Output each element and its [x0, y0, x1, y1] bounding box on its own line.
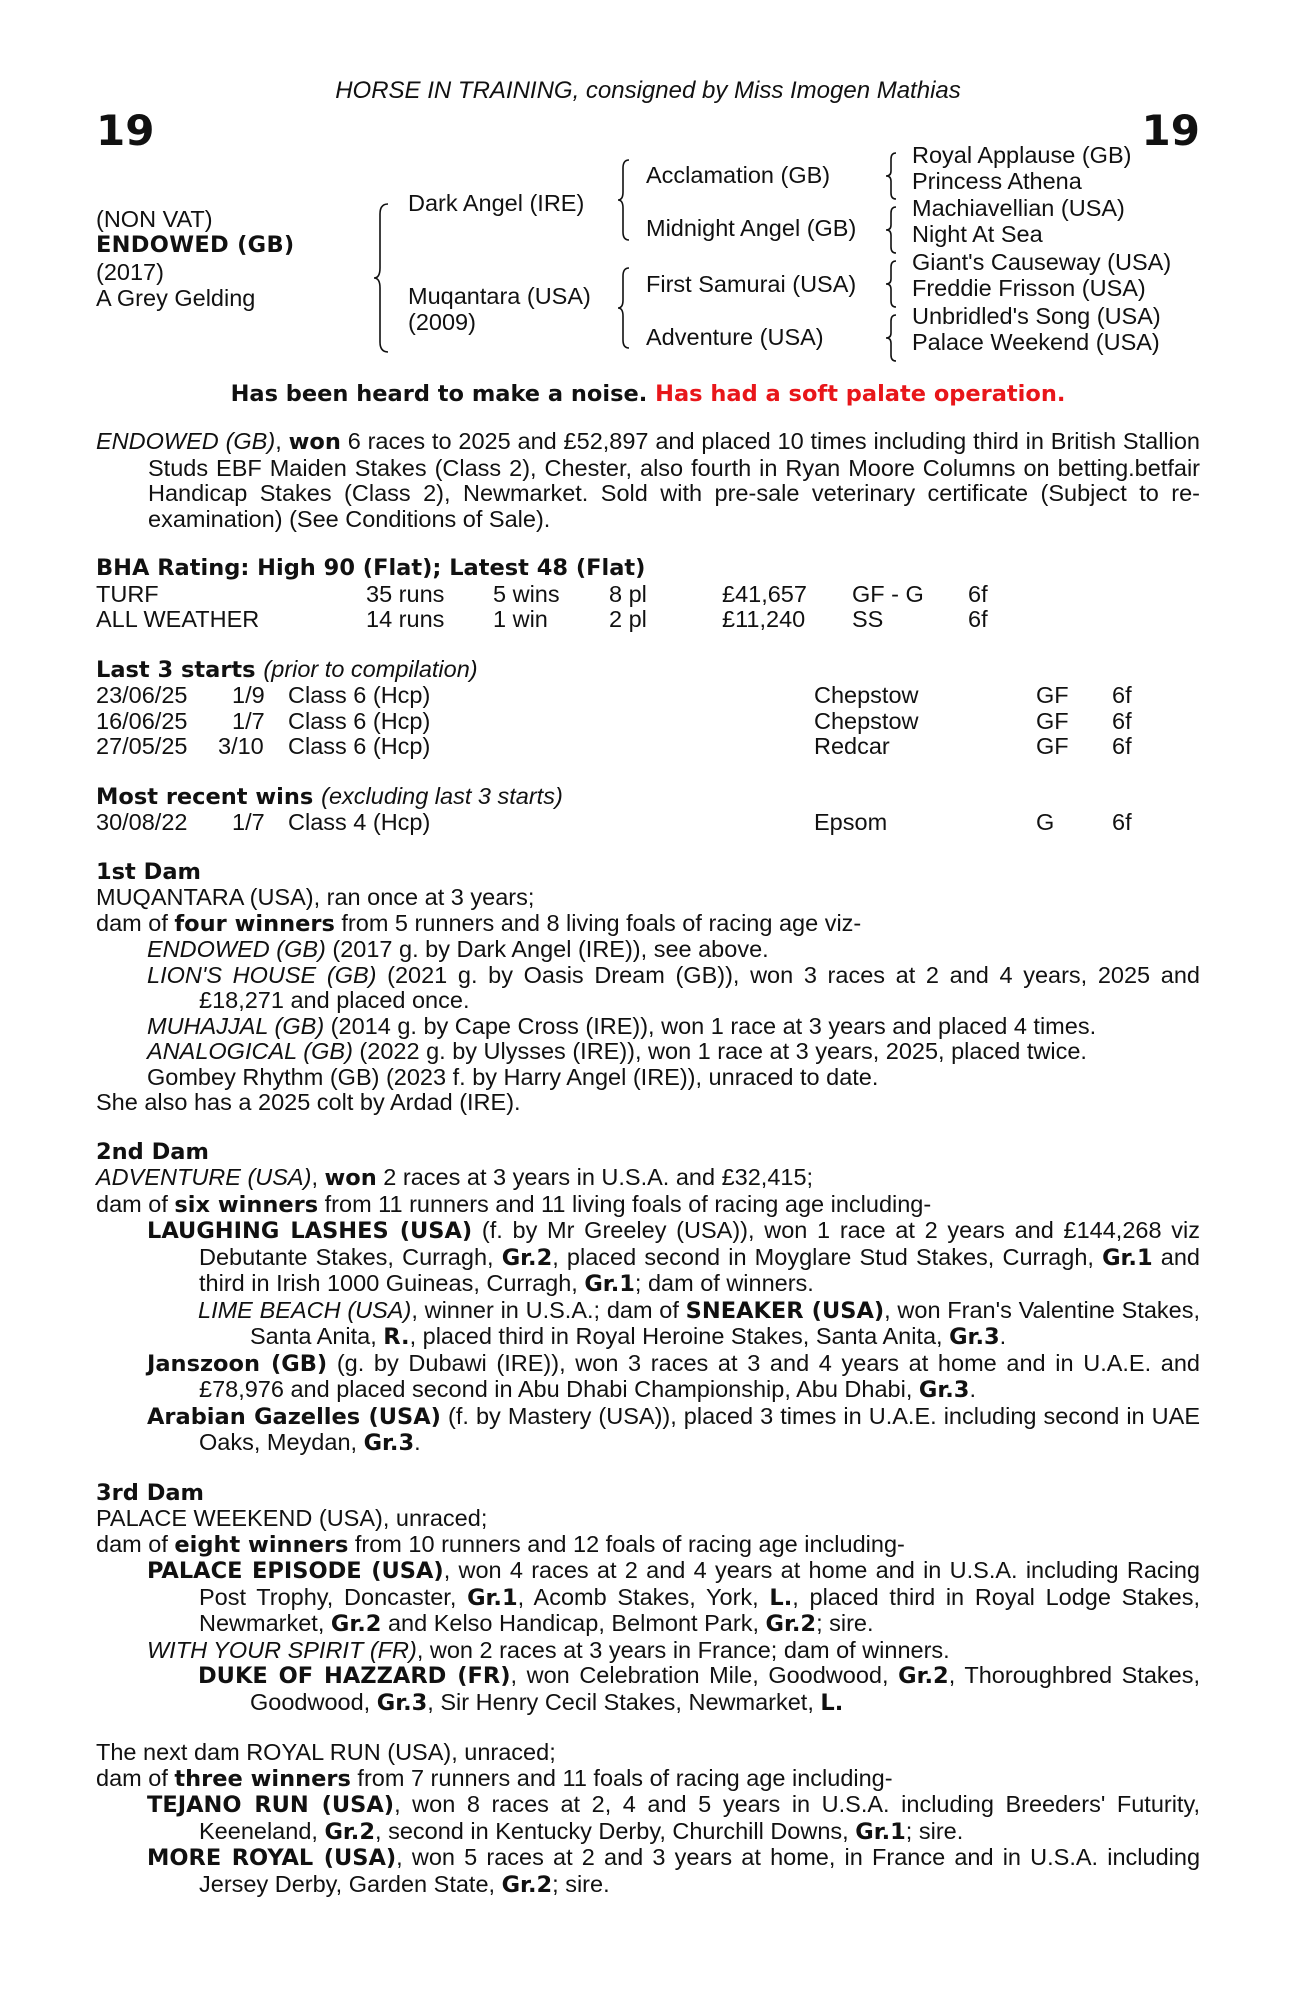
dd-sire: Unbridled's Song (USA) [912, 302, 1161, 329]
produce-name: Arabian Gazelles (USA) [147, 1403, 441, 1430]
grade: Gr.3 [363, 1430, 415, 1456]
rating-prize: £41,657 [722, 580, 807, 607]
text: ; sire. [552, 1870, 610, 1897]
win-class: Class 4 (Hcp) [288, 809, 431, 835]
grade: Gr.1 [855, 1818, 906, 1845]
start-class: Class 6 (Hcp) [288, 707, 431, 734]
brace-sd [884, 204, 898, 256]
grade: Gr.2 [330, 1611, 382, 1637]
recent-wins-title: Most recent wins [96, 783, 314, 810]
text: ; sire. [905, 1817, 964, 1844]
text: , placed second in Moyglare Stud Stakes, Curragh, [552, 1243, 1103, 1270]
first-dam-section [96, 860, 1200, 1116]
grade: Gr.1 [584, 1271, 635, 1297]
rating-going: SS [852, 606, 884, 632]
text: , won 4 races at 2 and 4 years at home and in U.S.A. including Racing Post Trophy, Doncaster, [199, 1557, 1200, 1610]
text: (f. by Mr Greeley (USA)), won 1 race at 2 years and £144,268 viz Debutante Stakes, Curragh, [199, 1217, 1200, 1270]
start-going: GF [1036, 682, 1069, 708]
rating-section [96, 556, 1200, 633]
text: from 11 runners and 11 living foals of racing age including- [318, 1190, 932, 1217]
text: , won Celebration Mile, Goodwood, [510, 1662, 899, 1688]
text: from 5 runners and 8 living foals of racing age viz- [334, 909, 862, 936]
rating-row-turf [96, 582, 1200, 608]
start-position: 1/7 [232, 707, 265, 734]
foal-text: (2014 g. by Cape Cross (IRE)), won 1 race at 3 years and placed 4 times. [324, 1012, 1097, 1039]
dam-name: Muqantara (USA) [408, 282, 591, 309]
next-dam-section [96, 1740, 1200, 1898]
start-distance: 6f [1112, 682, 1132, 708]
foal-entry [96, 937, 1200, 963]
first-dam-produce [96, 911, 1200, 938]
start-row [96, 683, 1200, 709]
lot-number-right: 19 [1141, 105, 1200, 155]
winners-count: three winners [174, 1765, 351, 1792]
produce-name: Janszoon (GB) [147, 1350, 328, 1377]
text: (g. by Dubawi (IRE)), won 3 races at 3 and 4 years at home and in U.A.E. and £78,976 and placed second in Abu Dhabi Championship, Abu Dhabi, [199, 1349, 1201, 1402]
start-row [96, 709, 1200, 735]
horse-description: A Grey Gelding [96, 284, 256, 311]
notice-noise: Has been heard to make a noise. [230, 380, 648, 407]
text: ; sire. [816, 1610, 874, 1636]
grade: Gr.3 [918, 1377, 970, 1403]
rating-wins: 5 wins [493, 580, 560, 607]
sire-name: Dark Angel (IRE) [408, 189, 585, 216]
brace-ds [884, 258, 898, 310]
start-course: Chepstow [814, 707, 919, 734]
text: and third in Irish 1000 Guineas, Curragh, [199, 1243, 1200, 1296]
rating-runs: 35 runs [366, 580, 445, 607]
first-dam-also: She also has a 2025 colt by Ardad (IRE). [96, 1089, 521, 1115]
horse-vat: (NON VAT) [96, 205, 213, 232]
ss-dam: Princess Athena [912, 167, 1082, 194]
foal-text: (2021 g. by Oasis Dream (GB)), won 3 races at 2 and 4 years, 2025 and £18,271 and placed once. [199, 961, 1200, 1013]
grade: Gr.3 [949, 1324, 1000, 1350]
text: , placed third in Royal Heroine Stakes, Santa Anita, [409, 1323, 950, 1349]
brace-dd [884, 312, 898, 364]
third-dam-section [96, 1481, 1200, 1717]
start-class: Class 6 (Hcp) [288, 733, 431, 759]
produce-entry [96, 1845, 1200, 1898]
text: , won 2 races at 3 years in France; dam of winners. [416, 1636, 950, 1663]
produce-name: DUKE OF HAZZARD (FR) [198, 1663, 511, 1689]
winners-count: eight winners [174, 1531, 349, 1558]
grade: Gr.2 [898, 1663, 949, 1689]
dam-sire: First Samurai (USA) [646, 270, 857, 297]
next-dam-produce [96, 1766, 1200, 1793]
first-dam-heading: 1st Dam [96, 858, 201, 885]
text: , won 8 races at 2, 4 and 5 years in U.S.A. including Breeders' Futurity, Keeneland, [199, 1791, 1200, 1844]
foal-entry: Gombey Rhythm (GB) (2023 f. by Harry Angel (IRE)), unraced to date. [147, 1063, 879, 1090]
text: , placed third in Royal Lodge Stakes, Newmarket, [199, 1583, 1200, 1636]
grade: L. [769, 1584, 793, 1611]
grade: R. [383, 1324, 410, 1350]
produce-entry [96, 1404, 1200, 1457]
rating-distance: 6f [968, 606, 988, 632]
rating-going: GF - G [852, 580, 924, 607]
recent-wins-section [96, 784, 1200, 836]
text: , Acomb Stakes, York, [517, 1583, 770, 1610]
dam-name: ADVENTURE (USA) [96, 1164, 312, 1190]
start-position: 3/10 [218, 733, 264, 759]
ds-dam: Freddie Frisson (USA) [912, 274, 1146, 301]
third-dam-line: PALACE WEEKEND (USA), unraced; [96, 1505, 488, 1531]
start-class: Class 6 (Hcp) [288, 682, 431, 708]
text: . [999, 1323, 1007, 1349]
produce-entry [96, 1298, 1200, 1351]
start-row [96, 734, 1200, 760]
produce-name: LAUGHING LASHES (USA) [147, 1218, 473, 1244]
second-dam-produce [96, 1192, 1200, 1219]
text: . [969, 1376, 976, 1402]
rating-places: 2 pl [609, 606, 647, 632]
produce-name: WITH YOUR SPIRIT (FR) [147, 1636, 417, 1663]
start-going: GF [1036, 707, 1069, 734]
recent-wins-sub: (excluding last 3 starts) [321, 782, 563, 809]
veterinary-notice [96, 382, 1200, 408]
summary-won: won [288, 429, 341, 455]
dam-dam: Adventure (USA) [646, 323, 824, 350]
last-starts-title: Last 3 starts [96, 656, 256, 683]
text: dam of [96, 1190, 175, 1217]
win-distance: 6f [1112, 809, 1132, 835]
next-dam-line: The next dam ROYAL RUN (USA), unraced; [96, 1739, 556, 1765]
start-date: 27/05/25 [96, 733, 188, 759]
winners-count: four winners [174, 910, 335, 937]
last-starts-section [96, 657, 1200, 760]
brace-dam [616, 266, 632, 350]
win-going: G [1036, 809, 1055, 835]
summary-text: 6 races to 2025 and £52,897 and placed 10 times including third in British Stallion Studs EBF Maiden Stakes (Class 2), Chester, also fourth in Ryan Moore Columns on betting.betfair Handicap Stakes (Class 2), Newmarket. Sold with pre-sale veterinary certificate (Subject to re-examination) (See Conditions of Sale). [148, 428, 1201, 532]
grade: Gr.3 [376, 1689, 428, 1716]
text: , won Fran's Valentine Stakes, Santa Anita, [250, 1296, 1200, 1349]
foal-text: (2017 g. by Dark Angel (IRE)), see above. [325, 936, 769, 962]
lot-number-left: 19 [96, 105, 155, 155]
text: from 10 runners and 12 foals of racing age including- [348, 1530, 905, 1557]
produce-entry [96, 1218, 1200, 1298]
start-date: 23/06/25 [96, 682, 188, 708]
produce-entry [96, 1558, 1200, 1638]
produce-entry [96, 1351, 1200, 1404]
foal-name: MUHAJJAL (GB) [147, 1012, 325, 1039]
second-dam-line [96, 1165, 1200, 1192]
start-going: GF [1036, 733, 1069, 759]
sire-sire: Acclamation (GB) [646, 161, 831, 188]
brace-ss [884, 150, 898, 202]
third-dam-produce [96, 1532, 1200, 1559]
grade: Gr.2 [765, 1611, 817, 1637]
first-dam-line: MUQANTARA (USA), ran once at 3 years; [96, 884, 535, 910]
grade: Gr.1 [1102, 1244, 1153, 1271]
second-dam-section [96, 1140, 1200, 1457]
consignment-line: HORSE IN TRAINING, consigned by Miss Imogen Mathias [335, 77, 961, 104]
ds-sire: Giant's Causeway (USA) [912, 248, 1172, 275]
third-dam-heading: 3rd Dam [96, 1479, 204, 1506]
produce-entry [96, 1792, 1200, 1845]
grade: Gr.2 [324, 1818, 376, 1845]
notice-operation: Has had a soft palate operation. [655, 380, 1066, 407]
race-summary: ENDOWED (GB), won 6 races to 2025 and £52,897 and placed 10 times including third in British Stallion Studs EBF Maiden Stakes (Class 2), Chester, also fourth in Ryan Moore Columns on betting.betfair Handicap Stakes (Class 2), Newmarket. Sold with pre-sale veterinary certificate (Subject to re-examination) (See Conditions of Sale). [96, 428, 1201, 532]
text: , winner in U.S.A.; dam of [411, 1296, 686, 1323]
rating-places: 8 pl [609, 580, 647, 607]
horse-name: ENDOWED (GB) [96, 231, 295, 258]
win-course: Epsom [814, 809, 888, 835]
foal-text: (2022 g. by Ulysses (IRE)), won 1 race at 3 years, 2025, placed twice. [352, 1038, 1087, 1064]
sd-dam: Night At Sea [912, 220, 1043, 247]
start-distance: 6f [1112, 733, 1132, 759]
horse-year: (2017) [96, 258, 164, 285]
text: 2 races at 3 years in U.S.A. and £32,415; [376, 1164, 814, 1190]
produce-name: SNEAKER (USA) [685, 1297, 885, 1324]
text: dam of [96, 1530, 175, 1557]
start-course: Chepstow [814, 682, 919, 708]
start-course: Redcar [814, 733, 890, 759]
sire-dam: Midnight Angel (GB) [646, 214, 857, 241]
win-position: 1/7 [232, 809, 265, 835]
produce-name: TEJANO RUN (USA) [147, 1792, 395, 1818]
text: , Thoroughbred Stakes, Goodwood, [250, 1662, 1200, 1715]
produce-name: LIME BEACH (USA) [198, 1296, 412, 1323]
brace-main [372, 202, 392, 354]
text: dam of [96, 909, 175, 936]
text: (f. by Mastery (USA)), placed 3 times in U.A.E. including second in UAE Oaks, Meydan, [199, 1402, 1200, 1455]
rating-runs: 14 runs [366, 606, 445, 632]
produce-name: MORE ROYAL (USA) [147, 1845, 397, 1871]
text: , won 5 races at 2 and 3 years at home, in France and in U.S.A. including Jersey Derby, Garden State, [199, 1844, 1201, 1897]
text: from 7 runners and 11 foals of racing age including- [350, 1764, 893, 1791]
brace-sire [616, 158, 632, 242]
win-row [96, 810, 1200, 836]
foal-name: ANALOGICAL (GB) [147, 1038, 353, 1064]
win-date: 30/08/22 [96, 809, 188, 835]
winners-count: six winners [174, 1191, 319, 1218]
second-dam-heading: 2nd Dam [96, 1138, 209, 1165]
foal-entry [96, 963, 1200, 1014]
start-distance: 6f [1112, 707, 1132, 734]
start-date: 16/06/25 [96, 707, 188, 734]
text: , [311, 1164, 325, 1190]
text: , second in Kentucky Derby, Churchill Downs, [375, 1817, 856, 1844]
rating-surface: ALL WEATHER [96, 606, 260, 632]
grade: Gr.2 [501, 1244, 553, 1271]
text: and Kelso Handicap, Belmont Park, [381, 1610, 766, 1636]
produce-entry [96, 1638, 1200, 1664]
foal-entry [96, 1039, 1200, 1065]
last-starts-sub: (prior to compilation) [263, 655, 478, 682]
foal-entry [96, 1014, 1200, 1040]
produce-name: PALACE EPISODE (USA) [147, 1558, 444, 1584]
sd-sire: Machiavellian (USA) [912, 194, 1125, 221]
rating-row-aw [96, 607, 1200, 633]
recent-wins-heading [96, 784, 1200, 811]
catalogue-page [96, 78, 1200, 1898]
grade: Gr.1 [467, 1584, 518, 1611]
text: . [414, 1429, 421, 1455]
last-starts-heading [96, 657, 1200, 684]
grade: L. [820, 1689, 844, 1716]
dd-dam: Palace Weekend (USA) [912, 328, 1160, 355]
rating-wins: 1 win [493, 606, 548, 632]
rating-surface: TURF [96, 580, 159, 607]
text: ; dam of winners. [634, 1270, 814, 1296]
rating-heading: BHA Rating: High 90 (Flat); Latest 48 (Flat) [96, 555, 646, 581]
foal-name: ENDOWED (GB) [147, 936, 326, 962]
start-position: 1/9 [232, 682, 265, 708]
summary-horse-name: ENDOWED (GB) [96, 428, 276, 454]
pedigree-chart [96, 141, 1200, 380]
rating-prize: £11,240 [722, 606, 806, 632]
produce-entry [96, 1663, 1200, 1716]
dam-year: (2009) [408, 308, 476, 335]
grade: Gr.2 [501, 1871, 553, 1898]
rating-distance: 6f [968, 580, 988, 607]
won-label: won [324, 1165, 377, 1191]
ss-sire: Royal Applause (GB) [912, 141, 1132, 168]
foal-name: LION'S HOUSE (GB) [147, 961, 377, 988]
text: , Sir Henry Cecil Stakes, Newmarket, [427, 1688, 821, 1715]
text: dam of [96, 1764, 175, 1791]
